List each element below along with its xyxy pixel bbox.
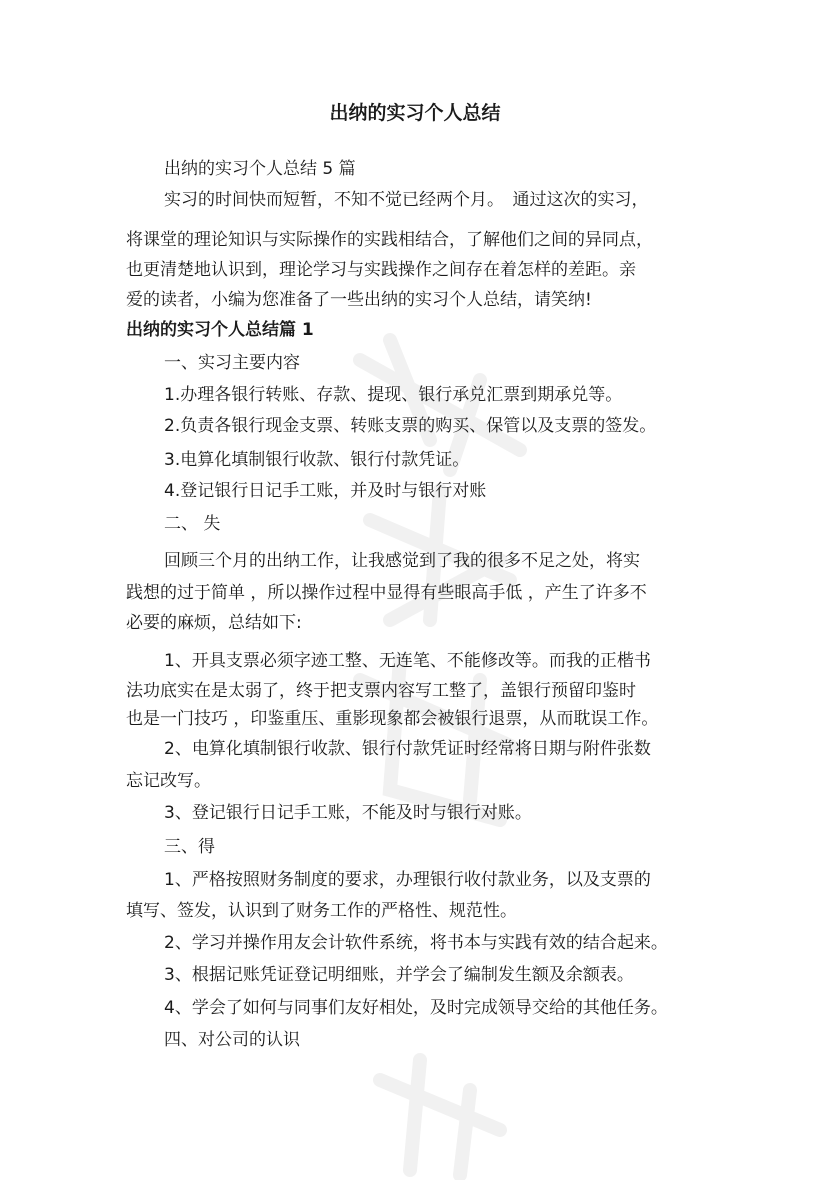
paragraph-line: 2、学习并操作用友会计软件系统，将书本与实践有效的结合起来。 [164,933,668,953]
paragraph-line: 实习的时间快而短暂，不知不觉已经两个月。 通过这次的实习， [164,190,649,210]
paragraph-line: 忘记改写。 [126,771,211,791]
paragraph-line: 也更清楚地认识到，理论学习与实践操作之间存在着怎样的差距。亲 [126,260,636,280]
paragraph-line: 爱的读者，小编为您准备了一些出纳的实习个人总结，请笑纳! [126,290,592,310]
subheading-line: 二、 失 [164,514,221,534]
paragraph-line: 1、严格按照财务制度的要求，办理银行收付款业务，以及支票的 [164,870,651,890]
watermark-graphic-bottom [360,1050,520,1180]
subheading-line: 三、得 [164,837,215,857]
subheading-line: 四、对公司的认识 [164,1030,300,1050]
paragraph-line: 3、登记银行日记手工账，不能及时与银行对账。 [164,803,532,823]
list-item: 1.办理各银行转账、存款、提现、银行承兑汇票到期承兑等。 [164,385,623,405]
paragraph-line: 3、根据记账凭证登记明细账，并学会了编制发生额及余额表。 [164,965,634,985]
paragraph-line: 践想的过于简单 ，所以操作过程中显得有些眼高手低 ，产生了许多不 [126,583,647,603]
paragraph-line: 4、学会了如何与同事们友好相处，及时完成领导交给的其他任务。 [164,998,668,1018]
paragraph-line: 填写、签发，认识到了财务工作的严格性、规范性。 [126,901,517,921]
paragraph-line: 1、开具支票必须字迹工整、无连笔、不能修改等。而我的正楷书 [164,651,651,671]
paragraph-line: 将课堂的理论知识与实际操作的实践相结合，了解他们之间的异同点， [126,230,653,250]
paragraph-line: 必要的麻烦，总结如下: [126,613,302,633]
list-item: 4.登记银行日记手工账，并及时与银行对账 [164,481,487,501]
subheading-line: 一、实习主要内容 [164,353,300,373]
list-item: 3.电算化填制银行收款、银行付款凭证。 [164,450,470,470]
section-heading: 出纳的实习个人总结篇 1 [126,320,314,340]
paragraph-line: 2、电算化填制银行收款、银行付款凭证时经常将日期与附件张数 [164,739,651,759]
subtitle-line: 出纳的实习个人总结 5 篇 [164,159,356,179]
document-title: 出纳的实习个人总结 [329,102,501,124]
list-item: 2.负责各银行现金支票、转账支票的购买、保管以及支票的签发。 [164,416,657,436]
paragraph-line: 法功底实在是太弱了，终于把支票内容写工整了，盖银行预留印鉴时 [126,681,636,701]
paragraph-line: 也是一门技巧 ，印鉴重压、重影现象都会被银行退票，从而耽误工作。 [126,709,659,729]
paragraph-line: 回顾三个月的出纳工作，让我感觉到了我的很多不足之处，将实 [164,551,640,571]
